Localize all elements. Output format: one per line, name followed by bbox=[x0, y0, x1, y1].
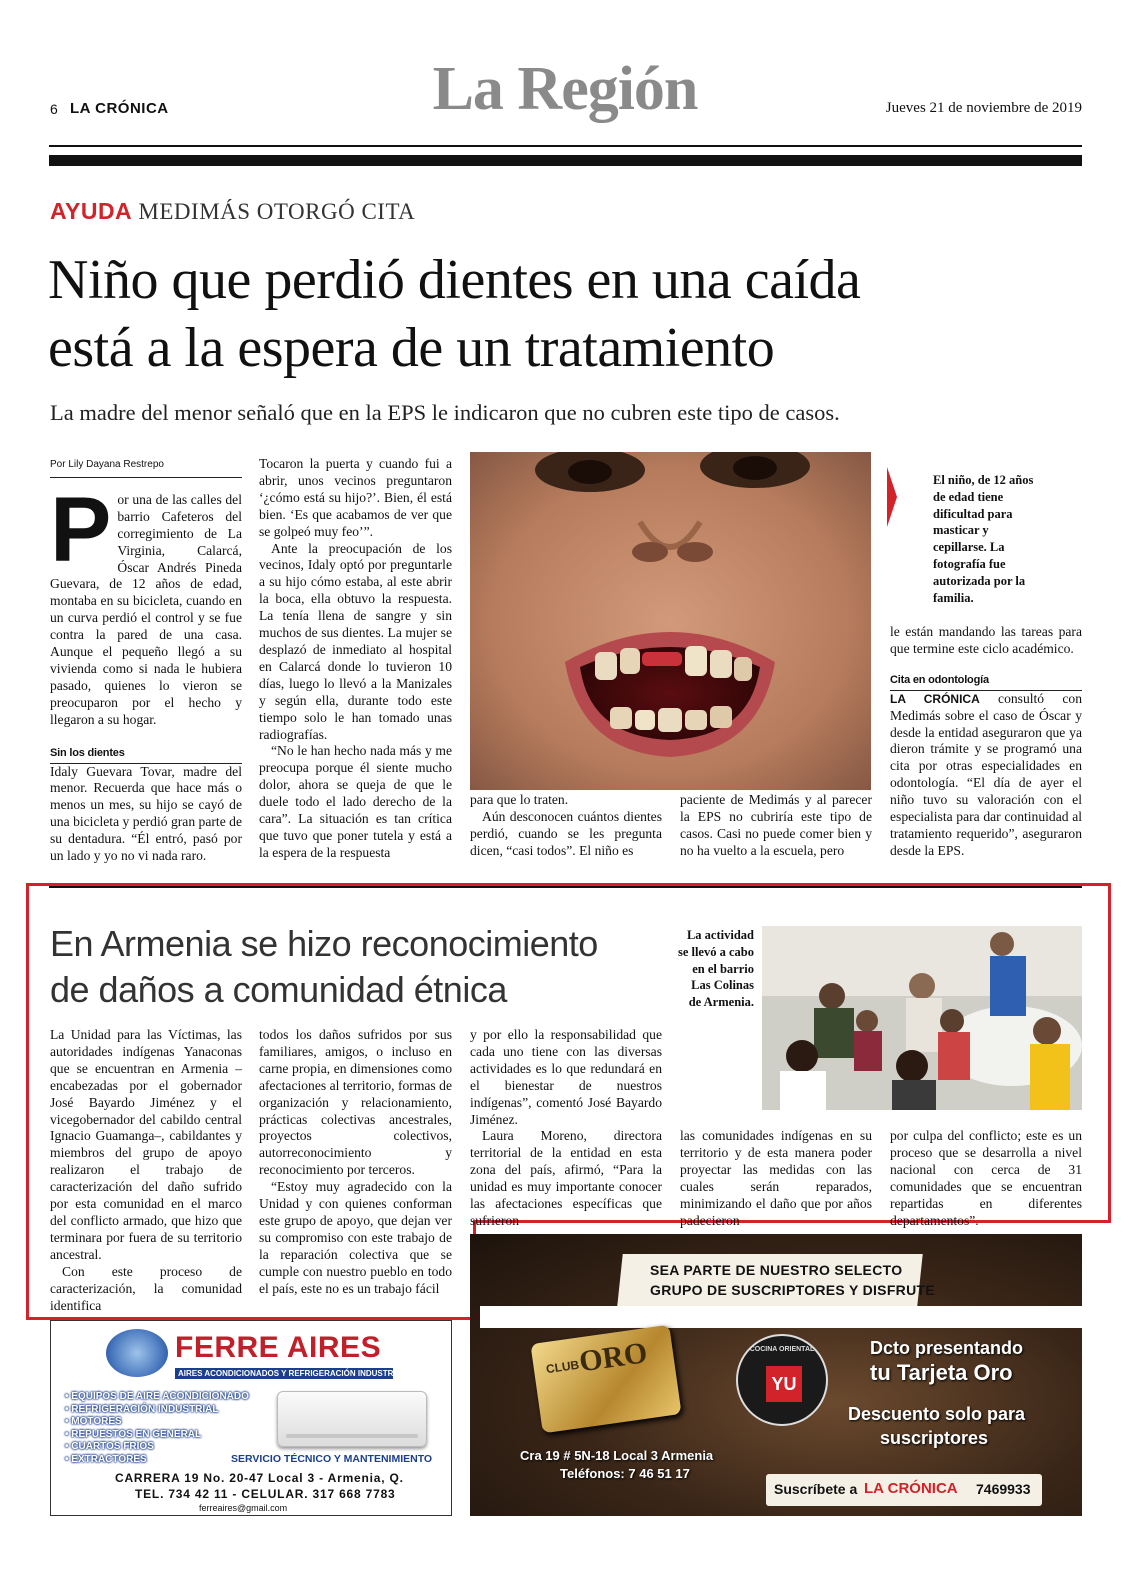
ferre-email: ferreaires@gmail.com bbox=[199, 1503, 288, 1513]
story2-photo-caption: La actividad se llevó a cabo en el barrio Las Colinas de Armenia. bbox=[677, 928, 754, 1010]
story1-column-2 bbox=[259, 456, 452, 862]
ferre-aires-ad[interactable] bbox=[50, 1320, 452, 1516]
kicker-rest: MEDIMÁS OTORGÓ CITA bbox=[138, 199, 416, 224]
story1-column-3 bbox=[470, 792, 662, 860]
drop-cap: P bbox=[50, 478, 112, 581]
ferre-brand: FERRE AIRES bbox=[175, 1331, 382, 1364]
story2-column-5 bbox=[890, 1128, 1082, 1229]
gold-card bbox=[530, 1325, 681, 1434]
restaurant-top: COCINA ORIENTAL bbox=[749, 1346, 815, 1353]
subhead-sin-dientes: Sin los dientes bbox=[50, 745, 242, 764]
story1-kicker bbox=[50, 198, 415, 225]
caption-marker bbox=[887, 467, 897, 527]
story1-col3-paragraph-2: Aún desconocen cuántos dientes perdió, cuando se les pregunta dicen, “casi todos”. El niño es bbox=[470, 808, 662, 858]
restaurant-badge bbox=[736, 1334, 828, 1426]
snowflake-logo-icon bbox=[106, 1329, 168, 1377]
story1-headline bbox=[48, 246, 860, 382]
story2-col2-paragraph-1: todos los daños sufridos por sus familiares, amigos, o incluso en carne propia, en dimensiones como afectaciones al territorio, formas de organización y relacionamiento, prácticas colectivas ancestrales, proyectos colectivos, autorreconocimiento y reconocimiento por terceros. bbox=[259, 1027, 452, 1178]
story1-col1-paragraph-2: Idaly Guevara Tovar, madre del menor. Recuerda que hace más o menos un mes, su hijo se cayó de una bicicleta y perdió gran parte de su dentadura. “Él entró, pasó por un lado y yo no vi nada raro. bbox=[50, 763, 242, 864]
story1-col3-paragraph-1: para que lo traten. bbox=[470, 792, 569, 807]
ferre-address: CARRERA 19 No. 20-47 Local 3 - Armenia, Q. bbox=[115, 1471, 404, 1485]
paper-name: LA CRÓNICA bbox=[70, 100, 169, 117]
boy-teeth-photo bbox=[470, 452, 871, 790]
ferre-item: • REFRIGERACIÓN INDUSTRIAL bbox=[65, 1403, 219, 1415]
story2-col1-paragraph-2: Con este proceso de caracterización, la comunidad identifica bbox=[50, 1263, 242, 1313]
story1-deck: La madre del menor señaló que en la EPS le indicaron que no cubren este tipo de casos. bbox=[50, 400, 840, 425]
story2-headline-line-2: de daños a comunidad étnica bbox=[50, 969, 507, 1010]
header-rule-thick bbox=[49, 155, 1082, 166]
story1-column-4 bbox=[680, 792, 872, 860]
discount-line-1: Dcto presentando bbox=[870, 1338, 1024, 1358]
ferre-phones: TEL. 734 42 11 - CELULAR. 317 668 7783 bbox=[135, 1487, 396, 1501]
story2-headline-line-1: En Armenia se hizo reconocimiento bbox=[50, 923, 598, 964]
story1-col2-paragraph-3: “No le han hecho nada más y me preocupa porque él siente mucho dolor, ahora se queja de que le duele todo el lado derecho de la cara”. La situación es tan crítica que tuvo que poner tutela y está a la espera de la respuesta bbox=[259, 743, 452, 860]
ferre-service: SERVICIO TÉCNICO Y MANTENIMIENTO bbox=[231, 1453, 433, 1465]
story1-col2-paragraph-2: Ante la preocupación de los vecinos, Idaly optó por preguntarle a su hijo cómo estaba, al este abrir la boca, ella obtuvo la respuesta. La tenía llena de sangre y sin muchos de sus dientes. La mujer se desplazó de inmediato al hospital en Calarcá donde lo tuvieron 10 días, luego lo llevó a la Manizales y según ella, durante todo este tiempo solo le han tomado unas radiografías. bbox=[259, 540, 452, 742]
ferre-tagline: AIRES ACONDICIONADOS Y REFRIGERACIÓN INDUSTRIAL bbox=[175, 1368, 393, 1379]
story2-col5-paragraph-1: por culpa del conflicto; este es un proceso que se desarrolla a nivel nacional con cerca de 31 comunidades que se encuentran repartidas en diferentes departamentos”. bbox=[890, 1128, 1082, 1228]
headline-line-1: Niño que perdió dientes en una caída bbox=[48, 249, 861, 311]
club-address: Cra 19 # 5N-18 Local 3 Armenia bbox=[520, 1448, 714, 1463]
story2-column-3 bbox=[470, 1027, 662, 1230]
club-phones: Teléfonos: 7 46 51 17 bbox=[560, 1466, 690, 1481]
ferre-item: • EXTRACTORES bbox=[65, 1453, 147, 1465]
page-number: 6 bbox=[50, 101, 58, 117]
air-conditioner-image bbox=[277, 1391, 427, 1447]
community-meeting-photo bbox=[762, 926, 1082, 1110]
story1-col1-paragraph-1: or una de las calles del barrio Cafeteros del corregimiento de La Virginia, Calarcá, Óscar Andrés Pineda Guevara, de 12 años de edad, montaba en su bicicleta, cuando en un curva perdió el control y se fue contra la pared de una casa. Aunque el pequeño llegó a su vivienda como si nada le hubiera pasado, quienes lo vieron se preocuparon por el hecho y llegaron a su hogar. bbox=[50, 491, 242, 727]
ferre-item: • EQUIPOS DE AIRE ACONDICIONADO bbox=[65, 1391, 249, 1402]
subscribe-phone: 7469933 bbox=[976, 1481, 1031, 1497]
club-banner-line-1: SEA PARTE DE NUESTRO SELECTO bbox=[650, 1262, 903, 1278]
header-rule-thin bbox=[49, 145, 1082, 147]
story2-col4-paragraph-1: las comunidades indígenas en su territorio y de esta manera poder proyectar las medidas con las cuales serán reparados, minimizando el daño que por años padecieron bbox=[680, 1128, 872, 1228]
restaurant-logo: YU bbox=[766, 1366, 802, 1402]
discount-line-2: tu Tarjeta Oro bbox=[870, 1360, 1013, 1385]
ferre-services-list bbox=[65, 1391, 249, 1467]
club-oro-ad[interactable] bbox=[470, 1234, 1082, 1516]
page-date: Jueves 21 de noviembre de 2019 bbox=[885, 100, 1082, 116]
headline-line-2: está a la espera de un tratamiento bbox=[48, 317, 775, 379]
story1-col5-paragraph-2: consultó con Medimás sobre el caso de Óscar y desde la entidad aseguraron que ya dieron trámite y se programó una cita por otras especialidades en odontología. “El día de ayer el niño tuvo su valoración con el especialista para dar continuidad al tratamiento requerido”, aseguraron desde la EPS. bbox=[890, 690, 1082, 858]
subscribe-label: Suscríbete a bbox=[774, 1481, 858, 1497]
subscribe-brand: LA CRÓNICA bbox=[864, 1480, 958, 1497]
ferre-item: • REPUESTOS EN GENERAL bbox=[65, 1428, 202, 1440]
story1-column-5 bbox=[890, 624, 1082, 860]
ferre-item: • CUARTOS FRIOS bbox=[65, 1441, 154, 1453]
story1-col2-paragraph-1: Tocaron la puerta y cuando fui a abrir, unos vecinos preguntaron ‘¿cómo está su hijo?’. Bien, él está bien. ‘Es que acabamos de ver que se golpeó muy feo’”. bbox=[259, 456, 452, 539]
story2-column-2 bbox=[259, 1027, 452, 1298]
subscribe-bar[interactable] bbox=[766, 1474, 1042, 1506]
story1-photo-caption: El niño, de 12 años de edad tiene dificultad para masticar y cepillarse. La fotografía fue autorizada por la familia. bbox=[933, 473, 1034, 605]
kicker-word: AYUDA bbox=[50, 198, 133, 224]
section-title: La Región bbox=[432, 55, 698, 123]
story2-col1-paragraph-1: La Unidad para las Víctimas, las autoridades indígenas Yanaconas que se encuentran en Armenia –encabezadas por el gobernador José Bayardo Jiménez y el vicegobernador del cabildo central Ignacio Guamanga–, cabildantes y miembros del grupo de apoyo realizaron el trabajo de caracterización del daño sufrido por esta comunidad en el marco del conflicto armado, que hizo que terminara por fuera de su territorio ancestral. bbox=[50, 1027, 242, 1262]
story2-column-4 bbox=[680, 1128, 872, 1229]
white-strip bbox=[480, 1306, 1082, 1328]
byline: Por Lily Dayana Restrepo bbox=[50, 457, 242, 478]
subscribers-only-line-2: suscriptores bbox=[880, 1428, 989, 1448]
club-banner-line-2: GRUPO DE SUSCRIPTORES Y DISFRUTE bbox=[650, 1282, 935, 1298]
story2-headline bbox=[50, 921, 598, 1013]
col5-lead: LA CRÓNICA bbox=[890, 691, 980, 706]
subscribers-only-line-1: Descuento solo para bbox=[848, 1404, 1026, 1424]
story2-col3-paragraph-1: y por ello la responsabilidad que cada uno tiene con las diversas actividades es lo que redundará en el bienestar de nuestros indígenas”, comentó José Bayardo Jiménez. bbox=[470, 1027, 662, 1127]
card-word: ORO bbox=[577, 1336, 650, 1379]
story2-col3-paragraph-2: Laura Moreno, directora territorial de la entidad en esta zona del país, afirmó, “Para la unidad es muy importante conocer las afectaciones específicas que sufrieron bbox=[470, 1128, 662, 1228]
subhead-cita-odontologia: Cita en odontología bbox=[890, 672, 1082, 691]
ferre-item: • MOTORES bbox=[65, 1416, 122, 1428]
card-label: CLUB bbox=[545, 1357, 581, 1377]
story1-col4-paragraph-1: paciente de Medimás y al parecer la EPS no cubriría este tipo de casos. Casi no puede comer bien y no ha vuelto a la escuela, pero bbox=[680, 792, 872, 858]
story2-column-1 bbox=[50, 1027, 242, 1314]
story2-col2-paragraph-2: “Estoy muy agradecido con la Unidad y con quienes conforman este grupo de apoyo, que dejan ver su compromiso con este trabajo de la reparación colectiva que se cumple con nuestro pueblo en todo el país, este no es un trabajo fácil bbox=[259, 1179, 452, 1296]
story1-col5-paragraph-1: le están mandando las tareas para que termine este ciclo académico. bbox=[890, 624, 1082, 656]
story1-column-1 bbox=[50, 457, 242, 865]
